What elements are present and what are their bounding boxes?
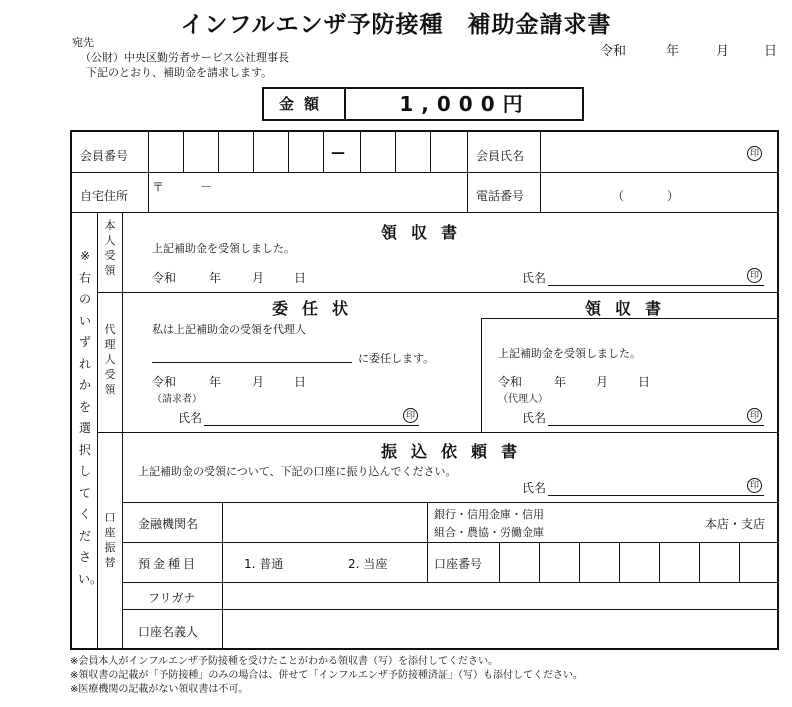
deposit-option-current[interactable]: 2. 当座 <box>348 557 388 571</box>
footnote-2: ※領収書の記載が「予防接種」のみの場合は、併せて「インフルエンザ予防接種済証」（写）も添付してください。 <box>70 670 583 681</box>
proxy-receipt-heading: 領収書 <box>585 299 676 318</box>
proxy-era: 令和 <box>498 375 523 389</box>
postal-mark: 〒 <box>152 180 165 194</box>
postal-dash: － <box>200 180 213 194</box>
amount-box <box>262 87 584 121</box>
bank-name-label: 金融機関名 <box>138 517 199 531</box>
bank-types-line1: 銀行・信用金庫・信用 <box>434 508 544 521</box>
furigana-label: フリガナ <box>148 591 196 605</box>
self-era: 令和 <box>152 271 177 285</box>
proxy-side-label: 代理人受領 <box>104 323 116 396</box>
selection-instruction: ※右のいずれかを選択してください。 <box>78 249 103 586</box>
deposit-type-label: 預金種目 <box>138 557 199 571</box>
mandate-text: 私は上記補助金の受領を代理人 <box>152 323 306 336</box>
requester-label: （請求者） <box>152 394 202 405</box>
transfer-heading: 振込依頼書 <box>381 442 532 461</box>
form-title: インフルエンザ予防接種 補助金請求書 <box>180 12 612 38</box>
phone-paren-open: （ <box>612 189 625 203</box>
account-number-label: 口座番号 <box>434 557 483 571</box>
amount-label: 金額 <box>264 89 346 119</box>
mandate-year: 年 <box>209 375 222 389</box>
deposit-option-ordinary[interactable]: 1. 普通 <box>244 557 284 571</box>
address-to-label: 宛先 <box>72 36 94 49</box>
transfer-side-label: 口座振替 <box>104 511 116 569</box>
phone-label: 電話番号 <box>476 189 525 203</box>
member-name-label: 会員氏名 <box>476 149 525 163</box>
proxy-name-label: 氏名 <box>522 411 547 425</box>
mandate-name-label: 氏名 <box>178 411 203 425</box>
transfer-text: 上記補助金の受領について、下記の口座に振り込んでください。 <box>138 465 457 478</box>
proxy-year: 年 <box>554 375 567 389</box>
claim-form <box>70 130 779 650</box>
self-seal-mark: 印 <box>747 268 762 283</box>
member-number-label: 会員番号 <box>80 149 129 163</box>
transfer-name-label: 氏名 <box>522 481 547 495</box>
phone-paren-close: ） <box>667 189 680 203</box>
self-name-label: 氏名 <box>522 271 547 285</box>
amount-value: 1,000円 <box>399 92 531 116</box>
mandate-heading: 委任状 <box>272 299 363 318</box>
self-receipt-text: 上記補助金を受領しました。 <box>152 242 295 255</box>
self-year: 年 <box>209 271 222 285</box>
proxy-label: （代理人） <box>498 394 548 405</box>
date-era: 令和 <box>600 44 627 59</box>
member-number-dash: — <box>331 145 345 161</box>
branch-label: 本店・支店 <box>705 517 766 531</box>
self-receipt-side-label: 本人受領 <box>104 219 116 277</box>
proxy-day: 日 <box>638 375 651 389</box>
date-month: 月 <box>716 44 730 59</box>
mandate-month: 月 <box>252 375 265 389</box>
recipient-name: （公財）中央区勤労者サービス公社理事長 <box>80 51 289 64</box>
self-month: 月 <box>252 271 265 285</box>
transfer-seal-mark: 印 <box>747 478 762 493</box>
request-statement: 下記のとおり、補助金を請求します。 <box>86 66 273 79</box>
footnote-1: ※会員本人がインフルエンザ予防接種を受けたことがわかる領収書（写）を添付してください。 <box>70 656 498 667</box>
mandate-seal-mark: 印 <box>403 408 418 423</box>
proxy-month: 月 <box>596 375 609 389</box>
proxy-seal-mark: 印 <box>747 408 762 423</box>
bank-types-line2: 組合・農協・労働金庫 <box>434 526 544 539</box>
mandate-era: 令和 <box>152 375 177 389</box>
account-holder-label: 口座名義人 <box>138 625 199 639</box>
proxy-receipt-text: 上記補助金を受領しました。 <box>498 347 641 360</box>
date-year: 年 <box>666 44 680 59</box>
mandate-day: 日 <box>294 375 307 389</box>
mandate-suffix: に委任します。 <box>358 352 435 365</box>
member-seal-mark: 印 <box>747 146 762 161</box>
footnote-3: ※医療機関の記載がない領収書は不可。 <box>70 684 249 695</box>
self-day: 日 <box>294 271 307 285</box>
home-address-label: 自宅住所 <box>80 189 129 203</box>
date-day: 日 <box>764 44 778 59</box>
self-receipt-heading: 領収書 <box>381 223 472 242</box>
